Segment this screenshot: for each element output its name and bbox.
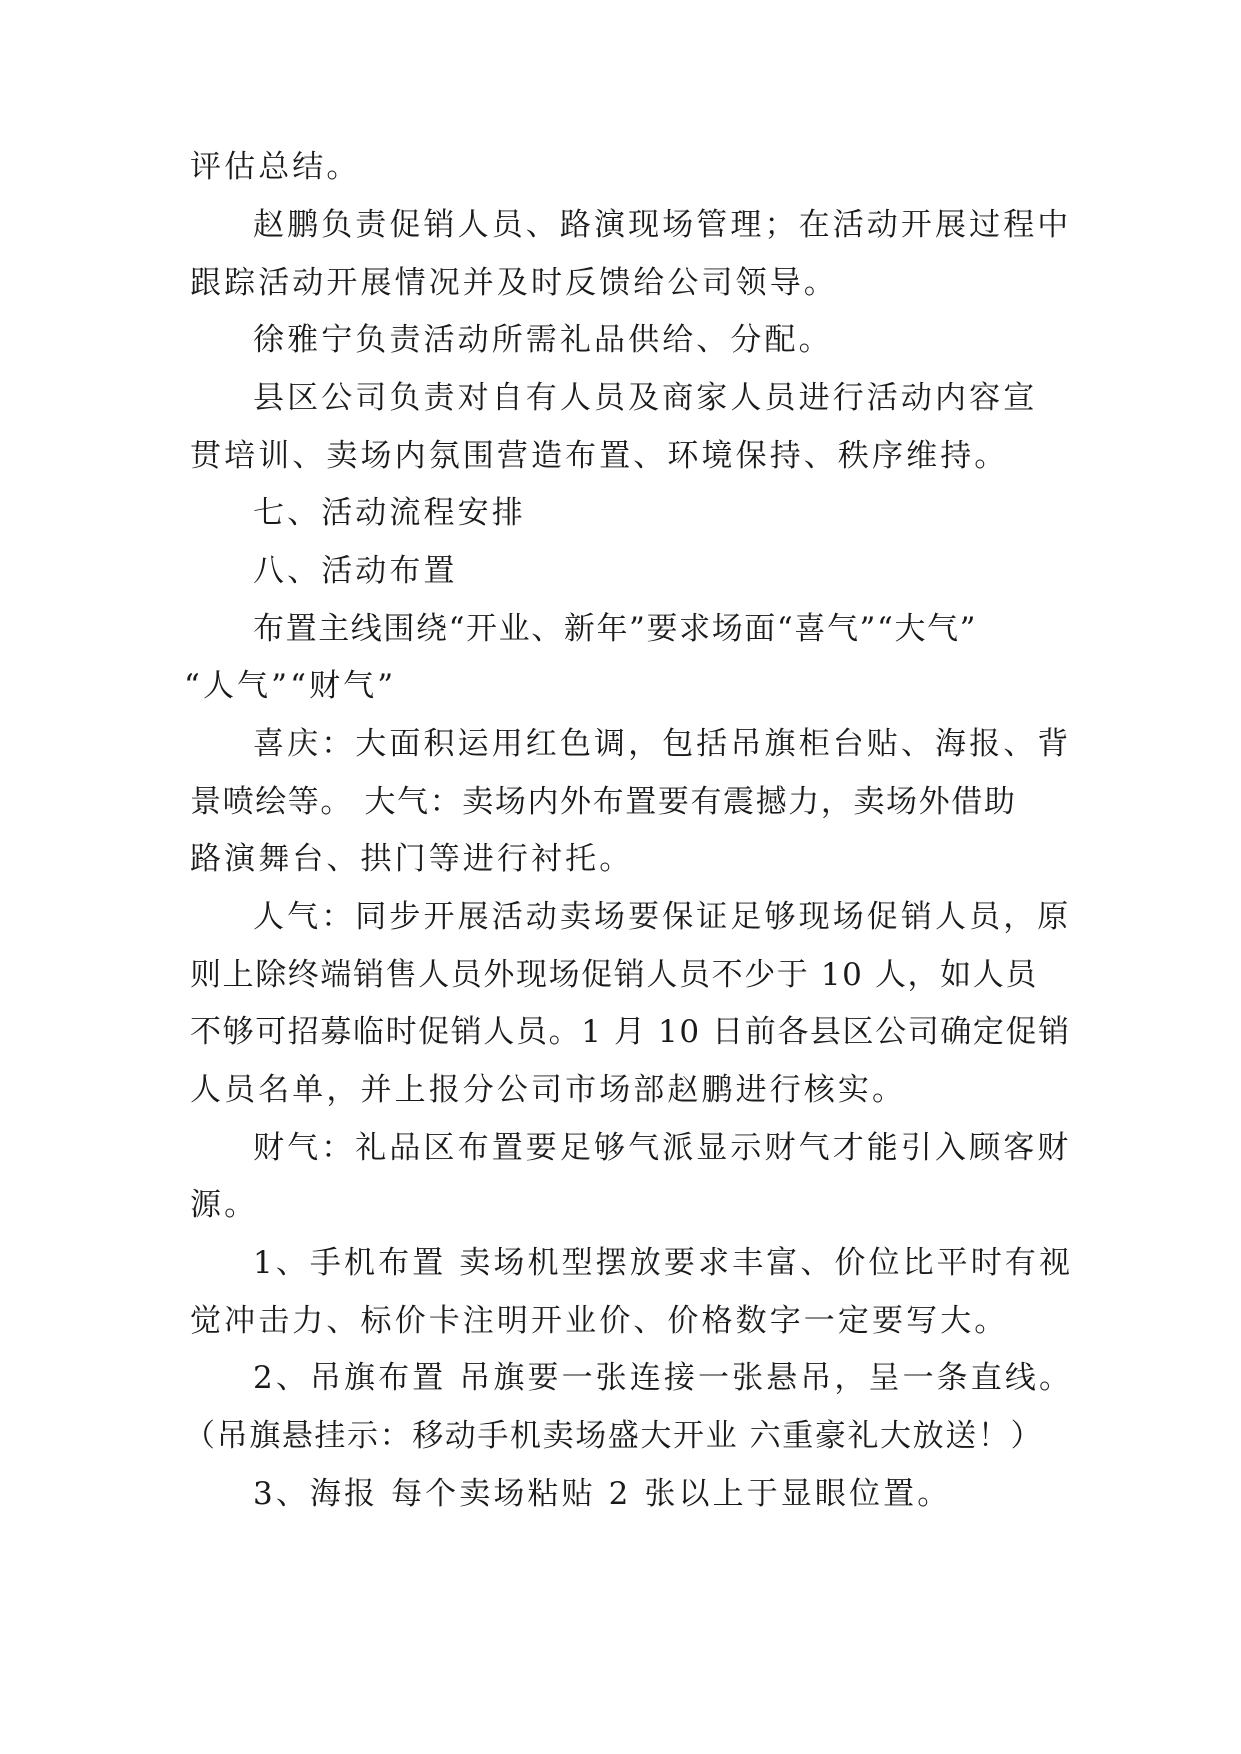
section-heading: 八、活动布置 (253, 553, 458, 589)
section-heading: 七、活动流程安排 (253, 495, 526, 531)
paragraph-line: 景喷绘等。 大气：卖场内外布置要有震撼力，卖场外借助 (190, 784, 1017, 820)
paragraph-line: 源。 (190, 1187, 259, 1223)
paragraph-line: 觉冲击力、标价卡注明开业价、价格数字一定要写大。 (190, 1303, 1009, 1339)
paragraph-line: 财气：礼品区布置要足够气派显示财气才能引入顾客财 (253, 1130, 1072, 1166)
paragraph-line: 不够可招募临时促销人员。1 月 10 日前各县区公司确定促销 (190, 1014, 1071, 1050)
paragraph-line: 3、海报 每个卖场粘贴 2 张以上于显眼位置。 (253, 1476, 952, 1512)
paragraph-line: 则上除终端销售人员外现场促销人员不少于 10 人，如人员 (190, 957, 1038, 993)
paragraph-line: 徐雅宁负责活动所需礼品供给、分配。 (253, 322, 833, 358)
paragraph-line: 评估总结。 (190, 149, 361, 185)
paragraph-line: 人气：同步开展活动卖场要保证足够现场促销人员，原 (253, 899, 1072, 935)
paragraph-line: （吊旗悬挂示：移动手机卖场盛大开业 六重豪礼大放送！） (184, 1418, 1044, 1454)
paragraph-line: 贯培训、卖场内氛围营造布置、环境保持、秩序维持。 (190, 438, 1009, 474)
paragraph-line: 县区公司负责对自有人员及商家人员进行活动内容宣 (253, 380, 1038, 416)
paragraph-line: 布置主线围绕“开业、新年”要求场面“喜气”“大气” (253, 611, 978, 647)
paragraph-line: 1、手机布置 卖场机型摆放要求丰富、价位比平时有视 (253, 1245, 1074, 1281)
paragraph-line: 路演舞台、拱门等进行衬托。 (190, 841, 634, 877)
paragraph-line: “人气”“财气” (184, 668, 397, 704)
paragraph-line: 2、吊旗布置 吊旗要一张连接一张悬吊，呈一条直线。 (253, 1360, 1074, 1396)
paragraph-line: 喜庆：大面积运用红色调，包括吊旗柜台贴、海报、背 (253, 726, 1072, 762)
paragraph-line: 赵鹏负责促销人员、路演现场管理；在活动开展过程中 (253, 207, 1072, 243)
paragraph-line: 人员名单，并上报分公司市场部赵鹏进行核实。 (190, 1072, 907, 1108)
paragraph-line: 跟踪活动开展情况并及时反馈给公司领导。 (190, 265, 838, 301)
